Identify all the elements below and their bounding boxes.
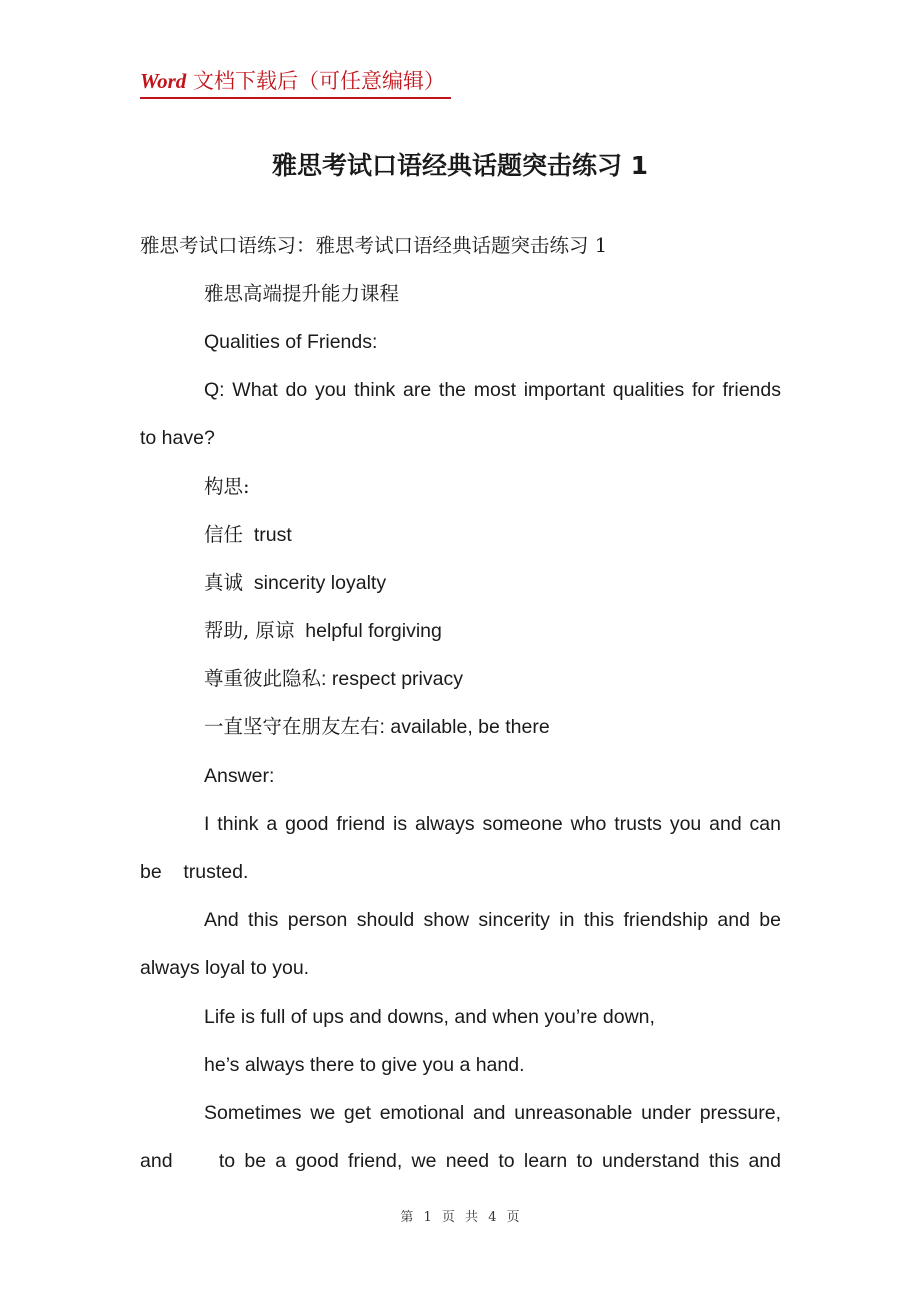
point-available [204, 713, 781, 741]
answer-2-line-2: always loyal to you. [140, 957, 310, 979]
point-helpful-cn: 帮助, 原谅 [204, 619, 295, 642]
point-privacy-cn: 尊重彼此隐私 [204, 667, 322, 690]
header-text: 文档下载后（可任意编辑） [186, 69, 445, 93]
answer-3: Life is full of ups and downs, and when you’re down, [204, 1006, 655, 1028]
point-available-en: : available, be there [379, 716, 550, 738]
intro-line: 雅思考试口语练习：雅思考试口语经典话题突击练习 1 [140, 234, 608, 257]
answer-2-line-1: And this person should show sincerity in this friendship and be [204, 909, 781, 931]
document-body [140, 0, 781, 1302]
point-helpful [204, 617, 781, 645]
point-trust-cn: 信任 [204, 523, 244, 546]
point-helpful-en: helpful forgiving [305, 620, 442, 642]
point-trust-en: trust [253, 524, 292, 546]
topic-heading: Qualities of Friends: [204, 331, 378, 353]
question-line-2: to have? [140, 427, 215, 449]
point-available-cn: 一直坚守在朋友左右 [204, 715, 380, 738]
answer-5-line-1: Sometimes we get emotional and unreasonable under pressure, [204, 1102, 781, 1124]
point-privacy-en: : respect privacy [321, 668, 463, 690]
answer-1-line-2: be trusted. [140, 861, 249, 883]
answer-heading: Answer: [204, 765, 275, 787]
point-sincerity-en: sincerity loyalty [253, 572, 387, 594]
header-word: Word [140, 69, 187, 93]
idea-heading: 构思: [204, 475, 250, 498]
answer-1-line-1: I think a good friend is always someone who trusts you and can [204, 813, 781, 835]
point-privacy [204, 665, 781, 693]
point-sincerity [204, 569, 781, 597]
page-footer: 第 1 页 共 4 页 [400, 1210, 520, 1225]
answer-4: he’s always there to give you a hand. [204, 1054, 525, 1076]
answer-5-line-2: and to be a good friend, we need to learn to understand this and [140, 1150, 781, 1172]
point-sincerity-cn: 真诚 [204, 571, 244, 594]
page-title: 雅思考试口语经典话题突击练习 1 [271, 151, 649, 180]
question-line-1: Q: What do you think are the most important qualities for friends [204, 379, 781, 401]
point-trust [204, 521, 781, 549]
course-line: 雅思高端提升能力课程 [204, 282, 400, 305]
